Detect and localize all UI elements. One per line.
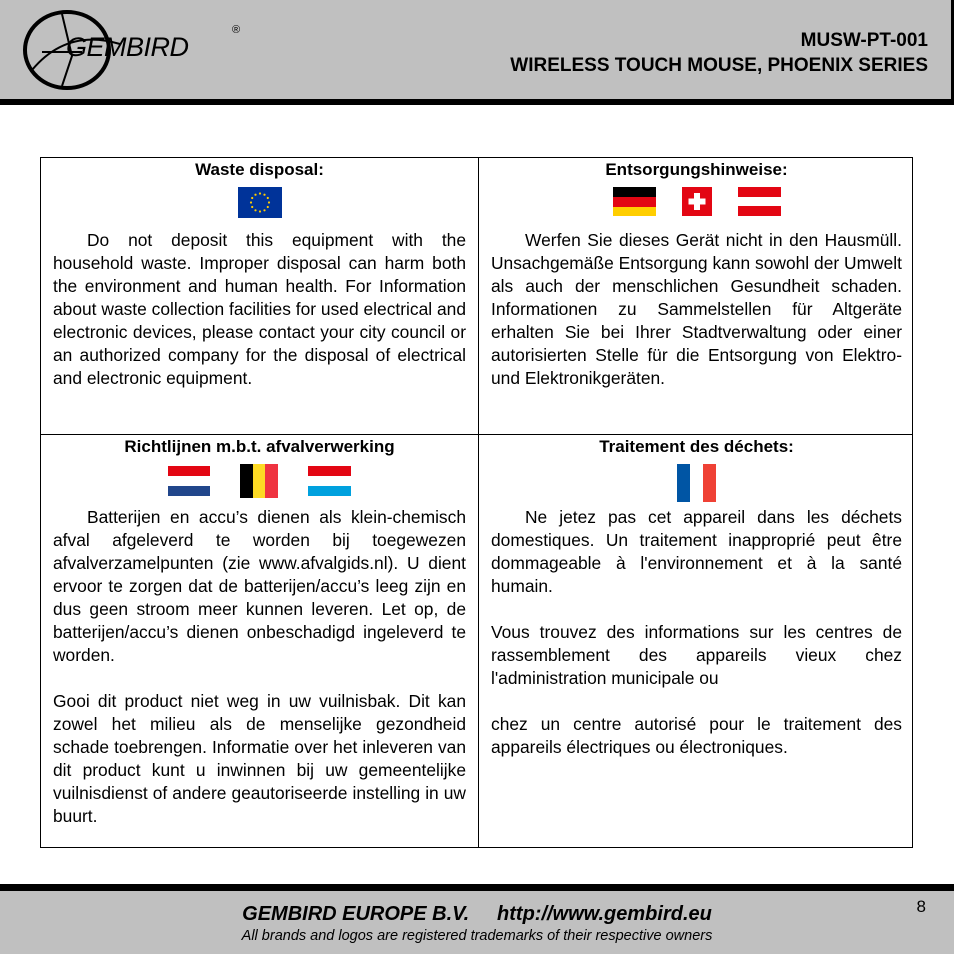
section-dutch <box>53 435 466 828</box>
section-title: Waste disposal: <box>195 160 324 179</box>
switzerland-flag-icon <box>682 187 712 216</box>
eu-star-icon <box>266 197 268 199</box>
paragraph: Do not deposit this equipment with the household waste. Improper disposal can harm both the environment and human health. For Information about waste collection facilities for used electrical and electronic devices, please contact your city council or an authorized company for the disposal of electrical and electronic equipment. <box>53 230 466 388</box>
eu-star-icon <box>266 206 268 208</box>
product-name: WIRELESS TOUCH MOUSE, PHOENIX SERIES <box>510 55 928 76</box>
column-divider <box>478 158 479 847</box>
brand-name: GEMBIRD <box>66 32 189 62</box>
registered-mark: ® <box>232 24 241 36</box>
paragraph: Ne jetez pas cet appareil dans les déchets domestiques. Un traitement inapproprié peut être dommageable à l'environnement et à la santé humain. <box>491 507 902 596</box>
section-german <box>491 158 902 390</box>
product-heading <box>510 28 928 78</box>
eu-star-icon <box>263 209 265 211</box>
luxembourg-flag-icon <box>308 466 351 496</box>
austria-flag-icon <box>738 187 781 216</box>
section-english <box>53 158 466 390</box>
page-number: 8 <box>916 897 926 916</box>
flag-row <box>491 464 902 502</box>
eu-star-icon <box>263 194 265 196</box>
page-footer <box>0 891 954 954</box>
trademark-note: All brands and logos are registered trademarks of their respective owners <box>241 928 713 944</box>
eu-star-icon <box>254 209 256 211</box>
header-rule <box>0 99 954 105</box>
france-flag-icon <box>677 464 716 502</box>
flag-row <box>53 187 466 218</box>
footer-company-line <box>0 903 954 926</box>
company-name: GEMBIRD EUROPE B.V. <box>242 903 470 925</box>
netherlands-flag-icon <box>168 466 210 496</box>
germany-flag-icon <box>613 187 656 216</box>
paragraph: chez un centre autorisé pour le traitement des appareils électriques ou électroniques. <box>491 714 902 757</box>
eu-star-icon <box>258 210 260 212</box>
paragraph: Werfen Sie dieses Gerät nicht in den Hausmüll. Unsachgemäße Entsorgung kann sowohl der Umwelt als auch der menschlichen Gesundheit schaden. Informationen zu Sammelstellen für Altgeräte erhalten Sie bei Ihrer Stadtverwaltung oder einer autorisierten Stelle für die Entsorgung von Elektro-und Elektronikgeräten. <box>491 230 902 388</box>
section-french <box>491 435 902 759</box>
eu-star-icon <box>267 201 269 203</box>
paragraph: Batterijen en accu’s dienen als klein-chemisch afval afgeleverd te worden bij toegewezen afvalverzamelpunten (zie www.afvalgids.nl). U dient ervoor te zorgen dat de batterijen/accu’s leeg zijn en dus geen stroom meer kunnen leveren. Let op, de batterijen/accu’s dienen onbeschadigd ingeleverd te worden. <box>53 507 466 665</box>
flag-row <box>491 187 902 218</box>
eu-flag-icon <box>238 187 282 218</box>
section-title: Traitement des déchets: <box>599 437 794 456</box>
paragraph: Vous trouvez des informations sur les centres de rassemblement des appareils vieux chez l'administration municipale ou <box>491 622 902 688</box>
belgium-flag-icon <box>240 464 278 498</box>
eu-star-icon <box>249 201 251 203</box>
eu-star-icon <box>251 197 253 199</box>
company-url[interactable]: http://www.gembird.eu <box>497 903 712 925</box>
model-code: MUSW-PT-001 <box>800 30 928 51</box>
page-header <box>0 0 954 100</box>
footer-rule <box>0 884 954 891</box>
eu-star-icon <box>254 194 256 196</box>
eu-star-icon <box>258 192 260 194</box>
paragraph: Gooi dit product niet weg in uw vuilnisbak. Dit kan zowel het milieu als de menselijke gezondheid schade toebrengen. Informatie over het inleveren van dit product kunt u inwinnen bij uw gemeentelijke vuilnisdienst of andere geautoriseerde instelling in uw buurt. <box>53 691 466 826</box>
section-title: Entsorgungshinweise: <box>605 160 788 179</box>
eu-star-icon <box>251 206 253 208</box>
flag-row <box>53 464 466 498</box>
disposal-table <box>40 157 913 848</box>
section-title: Richtlijnen m.b.t. afvalverwerking <box>124 437 395 456</box>
